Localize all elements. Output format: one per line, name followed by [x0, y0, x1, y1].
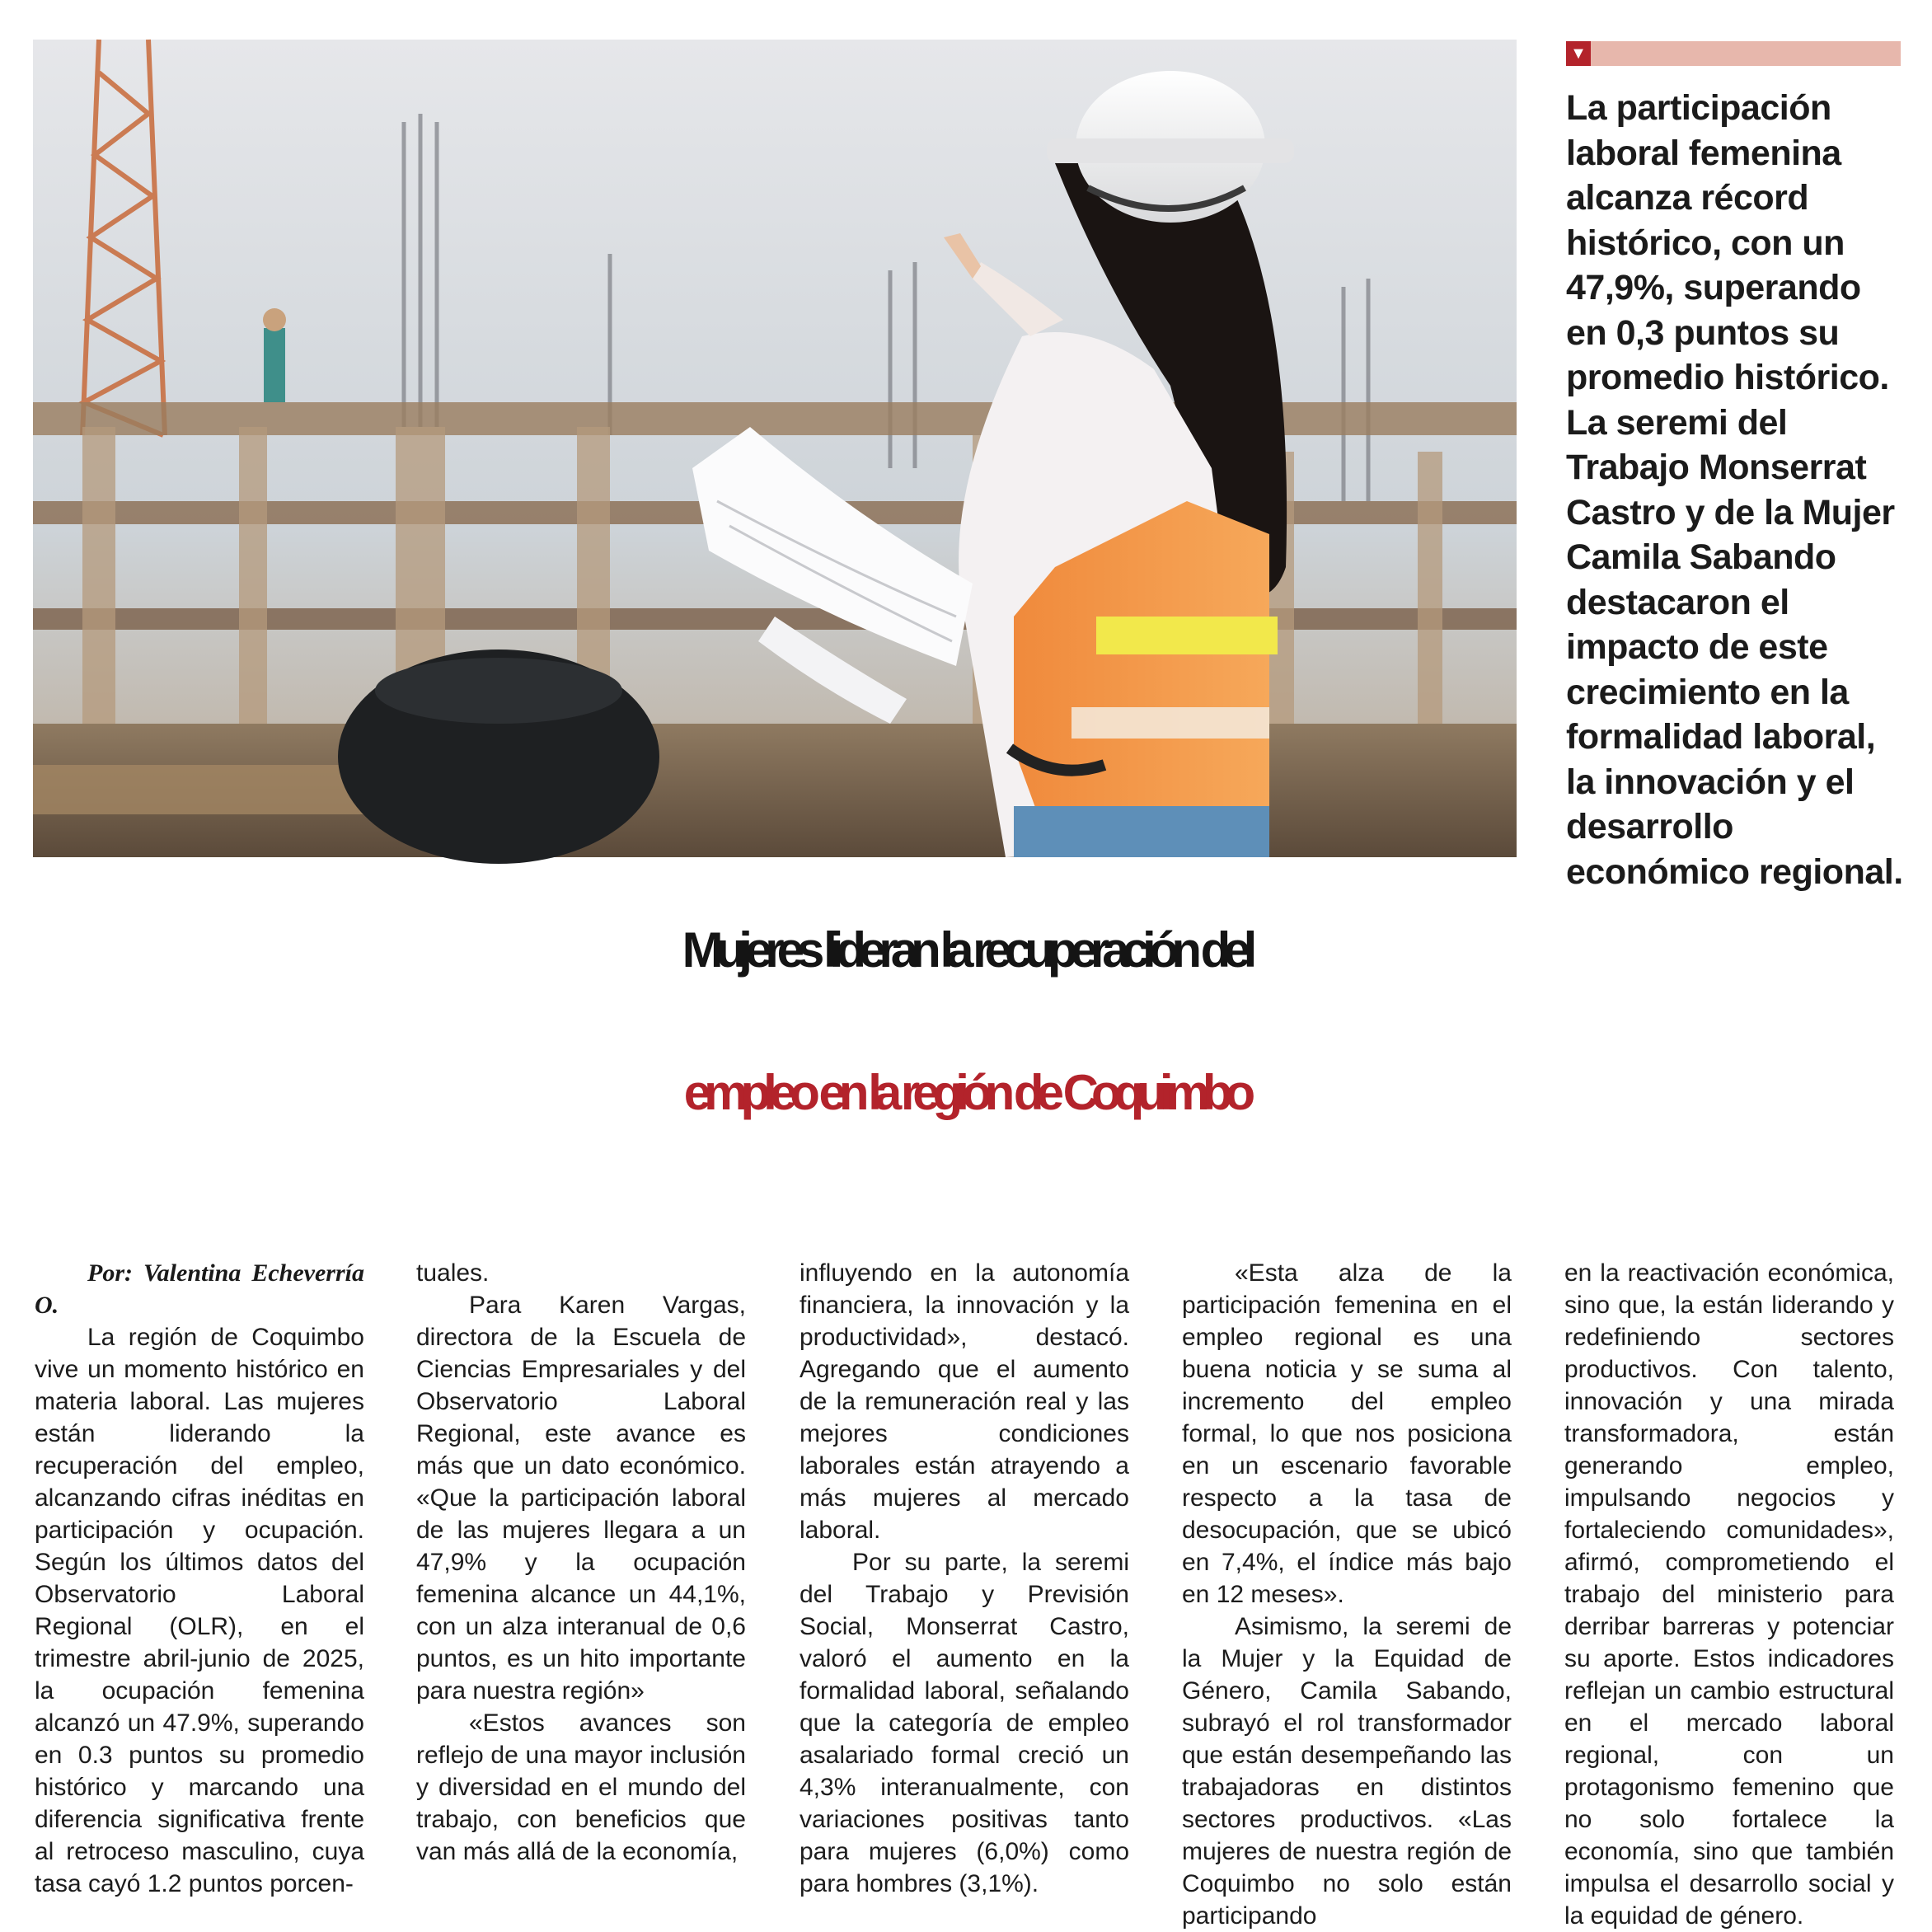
- article-column-1: [35, 1257, 364, 1897]
- construction-photo-illustration: [33, 40, 1517, 857]
- byline: Por: Valentina Echeverría O.: [35, 1259, 364, 1319]
- article-column-4: [1182, 1257, 1512, 1930]
- sidebar-accent-bar: [1566, 41, 1901, 66]
- paragraph: «Estos avances son reflejo de una mayor inclusión y diversidad en el mundo del trabajo, con beneficios que van más allá de la economía,: [416, 1709, 746, 1865]
- article-column-5: [1564, 1257, 1894, 1930]
- article-column-2: [416, 1257, 746, 1883]
- paragraph: influyendo en la autonomía financiera, la innovación y la productividad», destacó. Agregando que el aumento de la remuneración real y las mejores condiciones laborales están atrayendo a más mujeres al mercado laboral.: [800, 1259, 1129, 1544]
- paragraph: Asimismo, la seremi de la Mujer y la Equidad de Género, Camila Sabando, subrayó el rol transformador que están desempeñando las trabajadoras en distintos sectores productivos. «Las mujeres de nuestra región de Coquimbo no solo están participando: [1182, 1613, 1512, 1930]
- paragraph: Para Karen Vargas, directora de la Escuela de Ciencias Empresariales y del Observatorio Laboral Regional, este avance es más que un dato económico. «Que la participación laboral de las mujeres llegara a un 47,9% y la ocupación femenina alcance un 44,1%, con un alza interanual de 0,6 puntos, es un hito importante para nuestra región»: [416, 1292, 746, 1705]
- paragraph: tuales.: [416, 1259, 490, 1287]
- headline-line-1: Mujeres lideran la recuperación del: [682, 922, 1250, 978]
- headline-line-2: empleo en la región de Coquimbo: [683, 1065, 1249, 1120]
- article-photo: [33, 40, 1517, 857]
- paragraph: «Esta alza de la participación femenina en el empleo regional es una buena noticia y se suma al incremento del empleo formal, lo que nos posiciona en un escenario favorable respecto a la tasa de desocupación, que se ubicó en 7,4%, el índice más bajo en 12 meses».: [1182, 1259, 1512, 1608]
- paragraph: La región de Coquimbo vive un momento histórico en materia laboral. Las mujeres están liderando la recuperación del empleo, alcanzando cifras inéditas en participación y ocupación. Según los últimos datos del Observatorio Laboral Regional (OLR), en el trimestre abril-junio de 2025, la ocupación femenina alcanzó un 47.9%, superando en 0.3 puntos su promedio histórico y marcando una diferencia significativa frente al retroceso masculino, cuya tasa cayó 1.2 puntos porcen-: [35, 1324, 364, 1897]
- sidebar-lead-text: La participación laboral femenina alcanza récord histórico, con un 47,9%, superando en 0,3 puntos su promedio histórico. La seremi del Trabajo Monserrat Castro y de la Mujer Camila Sabando destacaron el impacto de este crecimiento en la formalidad laboral, la innovación y el desarrollo económico regional.: [1566, 88, 1903, 892]
- article-column-3: [800, 1257, 1129, 1897]
- paragraph: Por su parte, la seremi del Trabajo y Previsión Social, Monserrat Castro, valoró el aumento en la formalidad laboral, señalando que la categoría de empleo asalariado formal creció un 4,3% interanualmente, con variaciones positivas tanto para mujeres (6,0%) como para hombres (3,1%).: [800, 1549, 1129, 1897]
- paragraph: en la reactivación económica, sino que, la están liderando y redefiniendo sectores productivos. Con talento, innovación y una mirada transformadora, están generando empleo, impulsando negocios y fortaleciendo comunidades», afirmó, comprometiendo el trabajo del ministerio para derribar barreras y potenciar su aporte. Estos indicadores reflejan un cambio estructural en el mercado laboral regional, con un protagonismo femenino que no solo fortalece la economía, sino que también impulsa el desarrollo social y la equidad de género.: [1564, 1259, 1894, 1930]
- triangle-down-icon: ▼: [1566, 41, 1591, 66]
